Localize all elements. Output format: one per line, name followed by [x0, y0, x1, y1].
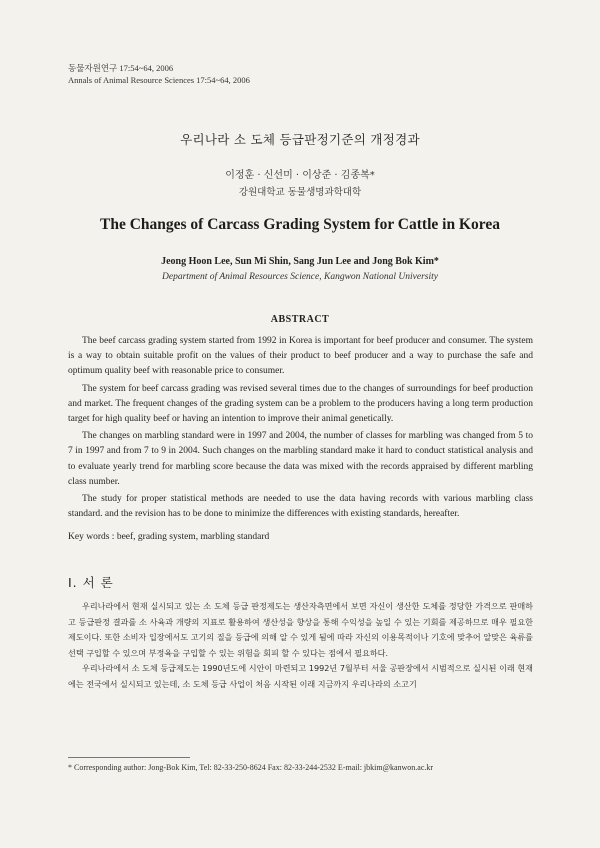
- korean-title: 우리나라 소 도체 등급판정기준의 개정경과: [180, 132, 420, 147]
- abstract-paragraph-2: The system for beef carcass grading was revised several times due to the changes of surroundings for beef production and market. The frequent changes of the grading system can be a problem to the producers having a long term production target for high quality beef or having an intention to improve their animal genetically.: [68, 383, 533, 425]
- journal-citation-korean: 동물자원연구 17:54~64, 2006: [68, 63, 174, 73]
- english-title: The Changes of Carcass Grading System for Cattle in Korea: [100, 216, 500, 233]
- abstract-body: [68, 334, 533, 524]
- section-heading-introduction: I. 서 론: [68, 575, 114, 590]
- korean-affiliation: 강원대학교 동물생명과학대학: [238, 187, 362, 198]
- abstract-paragraph-4: The study for proper statistical methods are needed to use the data having records with various marbling class standard. and the revision has to be done to minimize the differences with existing standards, hereafter.: [68, 494, 533, 520]
- introduction-body: [68, 599, 533, 693]
- footnote-divider: [68, 757, 190, 758]
- journal-citation-english: Annals of Animal Resource Sciences 17:54~64, 2006: [68, 75, 250, 85]
- corresponding-author-footnote: * Corresponding author: Jong-Bok Kim, Tel: 82-33-250-8624 Fax: 82-33-244-2532 E-mail: jbkim@kanwon.ac.kr: [68, 763, 434, 772]
- english-authors: Jeong Hoon Lee, Sun Mi Shin, Sang Jun Lee and Jong Bok Kim*: [161, 256, 439, 267]
- introduction-paragraph-2: 우리나라에서 소 도체 등급제도는 1990년도에 시안이 마련되고 1992년 7월부터 서울 공판장에서 시범적으로 실시된 이래 현재에는 전국에서 실시되고 있는데, 소 도체 등급 사업이 처음 시작된 이래 지금까지 우리나라의 소고기: [68, 663, 533, 689]
- english-affiliation: Department of Animal Resources Science, Kangwon National University: [162, 272, 438, 282]
- introduction-paragraph-1: 우리나라에서 현재 실시되고 있는 소 도체 등급 판정제도는 생산자측면에서 보면 자신이 생산한 도체를 정당한 가격으로 판매하고 등급판정 결과를 소 사육과 개량의 지표로 활용하여 생산성을 향상을 통해 수익성을 높일 수 있는 기회를 제공하므로 매우 필요한 제도이다. 또한 소비자 입장에서도 고기의 질을 등급에 의해 알 수 있게 됨에 따라 자신의 이용목적이나 기호에 맞추어 알맞은 육류를 선택 구입할 수 있으며 부정육을 구입할 수 있는 위험을 회피 할 수 있다는 점에서 필요하다.: [68, 601, 533, 658]
- korean-authors: 이정훈 · 신선미 · 이상준 · 김종복*: [225, 170, 375, 181]
- abstract-paragraph-3: The changes on marbling standard were in 1997 and 2004, the number of classes for marbling was changed from 5 to 7 in 1997 and from 7 to 9 in 2004. Such changes on the marbling standard make it hard to conduct statistical analysis and to evaluate yearly trend for marbling score because the data was mixed with the records appraised by different marbling class number.: [68, 431, 533, 487]
- abstract-paragraph-1: The beef carcass grading system started from 1992 in Korea is important for beef producer and consumer. The system is a way to obtain suitable profit on the values of their product to beef producer and a way to purchase the safe and optimum quality beef with reasonable price to consumer.: [68, 336, 533, 377]
- journal-citation: [68, 62, 250, 86]
- abstract-heading: ABSTRACT: [270, 314, 330, 325]
- keywords: Key words : beef, grading system, marbling standard: [68, 532, 270, 542]
